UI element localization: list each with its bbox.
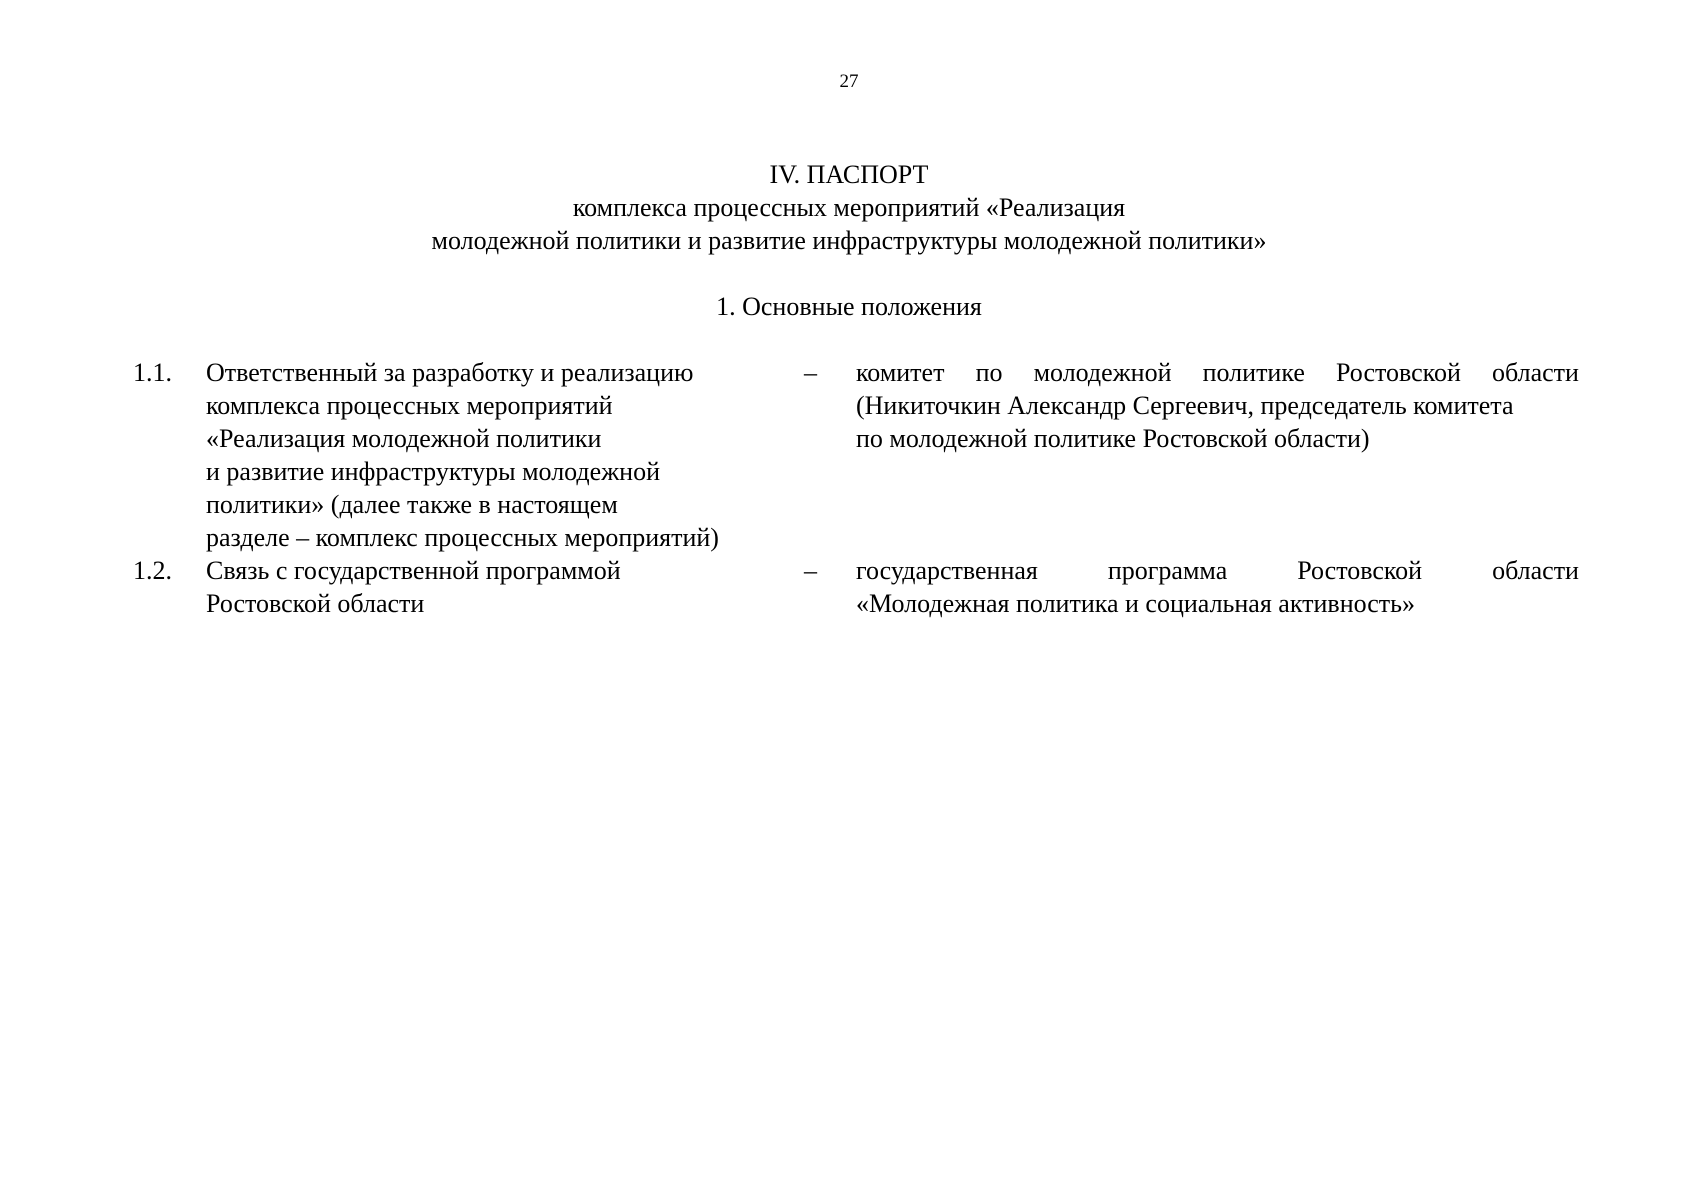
item-label-line: и развитие инфраструктуры молодежной <box>206 457 660 486</box>
item-label-line: разделе – комплекс процессных мероприятий) <box>206 523 719 552</box>
item-value <box>856 554 1579 620</box>
title-line-1: IV. ПАСПОРТ <box>769 160 929 189</box>
document-title <box>0 158 1698 257</box>
items-list <box>0 356 1698 620</box>
value-word: области <box>1492 358 1579 387</box>
item-value-line: по молодежной политике Ростовской области) <box>856 424 1370 453</box>
item-dash: – <box>804 358 817 387</box>
item-value-line <box>856 356 1579 389</box>
value-word: политике <box>1202 358 1305 387</box>
value-word: по <box>975 358 1003 387</box>
value-word: комитет <box>856 358 945 387</box>
section-heading: 1. Основные положения <box>716 292 982 321</box>
item-dash: – <box>804 556 817 585</box>
item-number: 1.2. <box>133 556 172 585</box>
title-line-2: комплекса процессных мероприятий «Реализация <box>572 193 1126 222</box>
title-line-3: молодежной политики и развитие инфраструктуры молодежной политики» <box>431 226 1267 255</box>
value-word: области <box>1492 556 1579 585</box>
item-value-line: (Никиточкин Александр Сергеевич, председатель комитета <box>856 391 1514 420</box>
item-label <box>206 554 786 620</box>
item-value-line: «Молодежная политика и социальная активность» <box>856 589 1416 618</box>
item-label-line: Ответственный за разработку и реализацию <box>206 358 694 387</box>
item-label <box>206 356 786 554</box>
value-word: Ростовской <box>1297 556 1423 585</box>
value-word: программа <box>1107 556 1228 585</box>
value-word: молодежной <box>1033 358 1172 387</box>
item-label-line: Связь с государственной программой <box>206 556 621 585</box>
item-label-line: комплекса процессных мероприятий <box>206 391 613 420</box>
item-number: 1.1. <box>133 358 172 387</box>
item-label-line: «Реализация молодежной политики <box>206 424 602 453</box>
page-number: 27 <box>839 71 859 92</box>
value-word: государственная <box>856 556 1038 585</box>
item-label-line: Ростовской области <box>206 589 425 618</box>
value-word: Ростовской <box>1335 358 1461 387</box>
item-label-line: политики» (далее также в настоящем <box>206 490 618 519</box>
item-value-line <box>856 554 1579 587</box>
list-item <box>0 356 1698 554</box>
list-item <box>0 554 1698 620</box>
item-value <box>856 356 1579 455</box>
